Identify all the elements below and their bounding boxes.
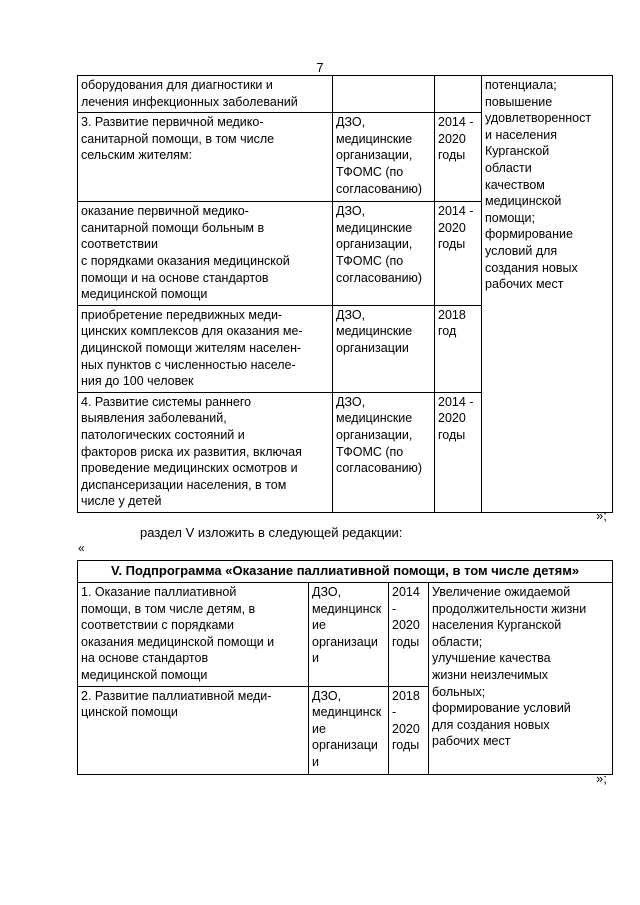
table-row <box>78 76 613 113</box>
subprogram-title: V. Подпрограмма «Оказание паллиативной помощи, в том числе детям» <box>78 561 613 583</box>
period-cell: 2018 - 2020 годы <box>389 686 429 774</box>
executor-cell: ДЗО, медицинские организации, ТФОМС (по согласованию) <box>333 202 435 306</box>
page-number: 7 <box>316 60 324 75</box>
activity-cell: 3. Развитие первичной медико- санитарной помощи, в том числе сельским жителям: <box>78 113 333 202</box>
table-row <box>78 583 613 687</box>
period-cell: 2014 - 2020 годы <box>435 113 482 202</box>
table-header-row <box>78 561 613 583</box>
subprogram-table-continued <box>77 75 613 513</box>
executor-cell: ДЗО, мединцинск ие организаци и <box>309 583 389 687</box>
closing-quote: »; <box>596 508 607 523</box>
executor-cell: ДЗО, медицинские организации, ТФОМС (по согласованию) <box>333 113 435 202</box>
activity-cell: оказание первичной медико- санитарной помощи больным в соответствии с порядками оказания медицинской помощи и на основе стандартов медицинской помощи <box>78 202 333 306</box>
period-cell: 2018 год <box>435 305 482 392</box>
activity-cell: 4. Развитие системы раннего выявления заболеваний, патологических состояний и факторов риска их развития, включая проведение медицинских осмотров и диспансеризации населения, в том числе у детей <box>78 392 333 512</box>
executor-cell: ДЗО, медицинские организации <box>333 305 435 392</box>
activity-cell: 1. Оказание паллиативной помощи, в том числе детям, в соответствии с порядками оказания медицинской помощи и на основе стандартов медицинской помощи <box>78 583 309 687</box>
closing-quote: »; <box>596 771 607 786</box>
activity-cell: оборудования для диагностики и лечения инфекционных заболеваний <box>78 76 333 113</box>
expected-result-cell: Увеличение ожидаемой продолжительности жизни населения Курганской области; улучшение качества жизни неизлечимых больных; формирование условий для создания новых рабочих мест <box>429 583 613 775</box>
activity-cell: приобретение передвижных меди- цинских комплексов для оказания ме- дицинской помощи жителям населен- ных пунктов с численностью населе- ния до 100 человек <box>78 305 333 392</box>
period-cell: 2014 - 2020 годы <box>435 392 482 512</box>
period-cell: 2014 - 2020 годы <box>389 583 429 687</box>
activity-cell: 2. Развитие паллиативной меди- цинской помощи <box>78 686 309 774</box>
period-cell <box>435 76 482 113</box>
expected-result-cell: потенциала; повышение удовлетворенност и населения Курганской области качеством медицинской помощи; формирование условий для создания новых рабочих мест <box>482 76 613 513</box>
executor-cell: ДЗО, мединцинск ие организаци и <box>309 686 389 774</box>
executor-cell: ДЗО, медицинские организации, ТФОМС (по согласованию) <box>333 392 435 512</box>
amendment-phrase: раздел V изложить в следующей редакции: <box>140 525 403 540</box>
executor-cell <box>333 76 435 113</box>
opening-quote: « <box>78 541 85 555</box>
palliative-subprogram-table <box>77 560 613 775</box>
period-cell: 2014 - 2020 годы <box>435 202 482 306</box>
